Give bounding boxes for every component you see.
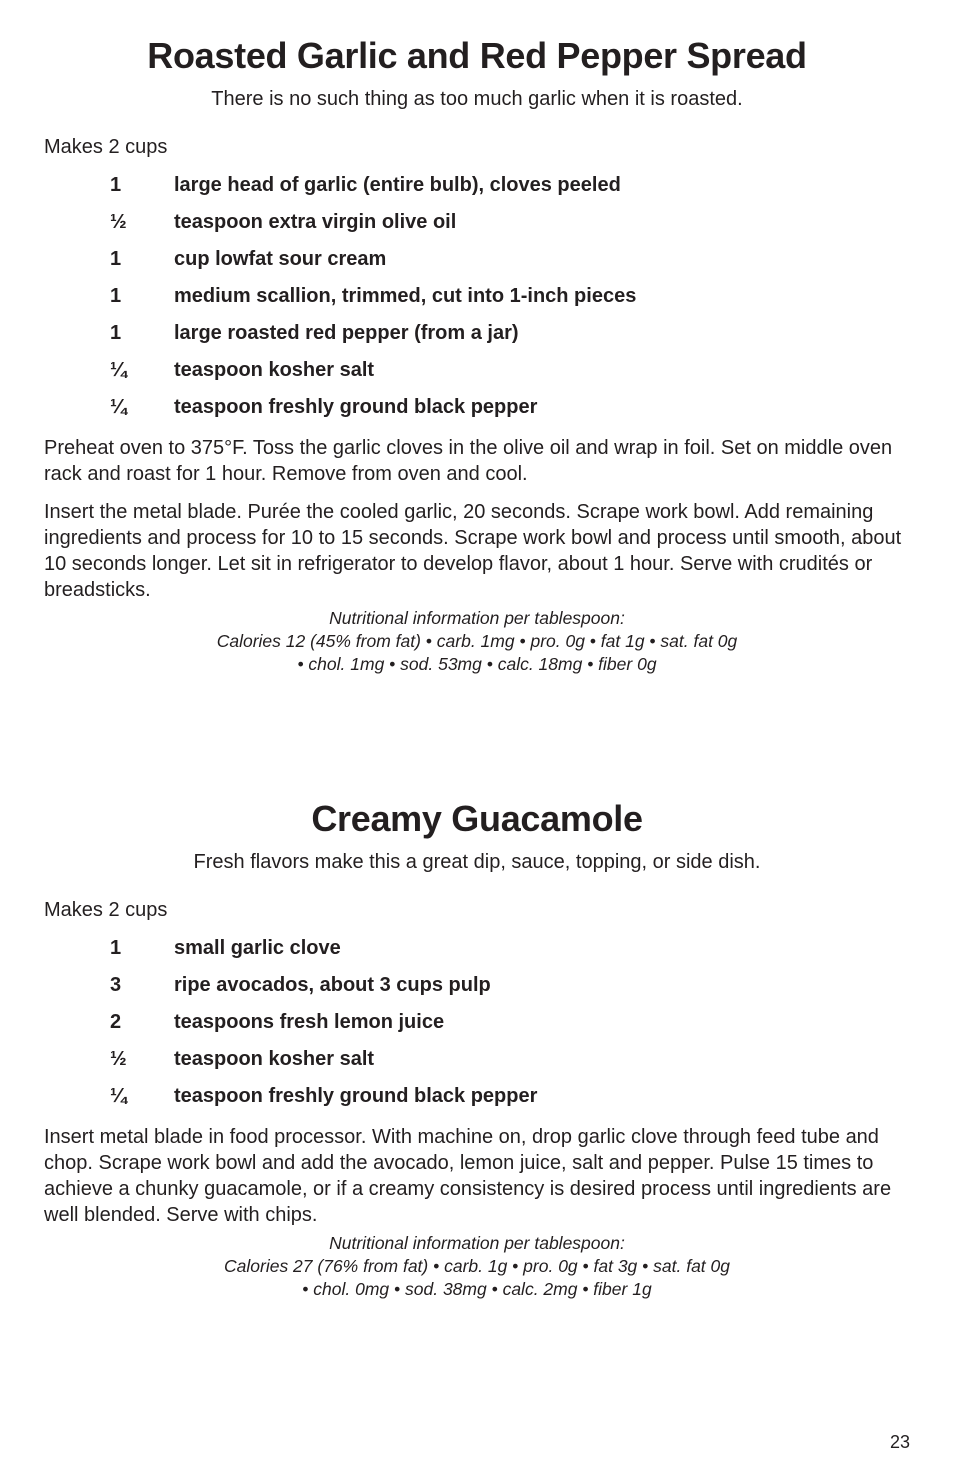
ingredient-list bbox=[44, 172, 910, 431]
ingredient-description: teaspoon freshly ground black pepper bbox=[174, 1085, 538, 1107]
recipe-title: Creamy Guacamole bbox=[311, 798, 643, 839]
ingredient-description: teaspoon kosher salt bbox=[174, 1048, 375, 1070]
ingredient-item bbox=[44, 246, 910, 283]
ingredient-quantity: 1 bbox=[110, 174, 122, 196]
ingredient-description: medium scallion, trimmed, cut into 1-inch pieces bbox=[174, 285, 637, 307]
ingredient-item bbox=[44, 1083, 910, 1120]
ingredient-item bbox=[44, 283, 910, 320]
page-number: 23 bbox=[889, 1432, 910, 1452]
recipe-roasted-garlic-spread bbox=[44, 34, 910, 676]
ingredient-description: teaspoon freshly ground black pepper bbox=[174, 396, 538, 418]
recipe-title: Roasted Garlic and Red Pepper Spread bbox=[147, 35, 807, 76]
ingredient-description: large roasted red pepper (from a jar) bbox=[174, 322, 519, 344]
recipe-subtitle: Fresh flavors make this a great dip, sauce, topping, or side dish. bbox=[193, 851, 761, 873]
nutrition-heading: Nutritional information per tablespoon: bbox=[329, 1233, 625, 1253]
nutrition-info bbox=[44, 1232, 910, 1301]
nutrition-line: • chol. 1mg • sod. 53mg • calc. 18mg • fiber 0g bbox=[297, 654, 657, 674]
ingredient-item bbox=[44, 172, 910, 209]
ingredient-list bbox=[44, 935, 910, 1120]
ingredient-item bbox=[44, 209, 910, 246]
ingredient-quantity: 1 bbox=[110, 285, 122, 307]
ingredient-description: teaspoon kosher salt bbox=[174, 359, 375, 381]
ingredient-quantity: 3 bbox=[110, 974, 122, 996]
ingredient-description: teaspoons fresh lemon juice bbox=[174, 1011, 445, 1033]
recipe-yield: Makes 2 cups bbox=[44, 136, 168, 158]
ingredient-description: ripe avocados, about 3 cups pulp bbox=[174, 974, 491, 996]
nutrition-line: Calories 12 (45% from fat) • carb. 1mg • pro. 0g • fat 1g • sat. fat 0g bbox=[216, 631, 738, 651]
ingredient-description: cup lowfat sour cream bbox=[174, 248, 387, 270]
ingredient-item bbox=[44, 935, 910, 972]
ingredient-quantity: ¼ bbox=[110, 359, 127, 381]
ingredient-item bbox=[44, 1046, 910, 1083]
ingredient-quantity: ¼ bbox=[110, 1085, 127, 1107]
ingredient-description: large head of garlic (entire bulb), cloves peeled bbox=[174, 174, 621, 196]
ingredient-quantity: 1 bbox=[110, 322, 122, 344]
ingredient-quantity: ¼ bbox=[110, 396, 127, 418]
ingredient-quantity: 1 bbox=[110, 937, 122, 959]
ingredient-description: small garlic clove bbox=[174, 937, 341, 959]
nutrition-heading: Nutritional information per tablespoon: bbox=[329, 608, 625, 628]
ingredient-item bbox=[44, 972, 910, 1009]
ingredient-quantity: 1 bbox=[110, 248, 122, 270]
ingredient-item bbox=[44, 357, 910, 394]
ingredient-quantity: ½ bbox=[110, 1048, 127, 1070]
nutrition-line: Calories 27 (76% from fat) • carb. 1g • pro. 0g • fat 3g • sat. fat 0g bbox=[224, 1256, 730, 1276]
instruction-paragraph: Insert the metal blade. Purée the cooled garlic, 20 seconds. Scrape work bowl. Add remaining ingredients and process for 10 to 15 seconds. Scrape work bowl and process until smooth, about 10 seconds longer. Let sit in refrigerator to develop flavor, about 1 hour. Serve with crudités or breadsticks. bbox=[44, 501, 902, 601]
ingredient-item bbox=[44, 1009, 910, 1046]
ingredient-quantity: 2 bbox=[110, 1011, 122, 1033]
ingredient-item bbox=[44, 320, 910, 357]
nutrition-info bbox=[44, 607, 910, 676]
ingredient-quantity: ½ bbox=[110, 211, 127, 233]
recipe-subtitle: There is no such thing as too much garlic when it is roasted. bbox=[211, 88, 743, 110]
instruction-paragraph: Preheat oven to 375°F. Toss the garlic cloves in the olive oil and wrap in foil. Set on middle oven rack and roast for 1 hour. Remove from oven and cool. bbox=[44, 437, 893, 485]
ingredient-item bbox=[44, 394, 910, 431]
nutrition-line: • chol. 0mg • sod. 38mg • calc. 2mg • fiber 1g bbox=[302, 1279, 652, 1299]
recipe-creamy-guacamole bbox=[44, 797, 910, 1301]
ingredient-description: teaspoon extra virgin olive oil bbox=[174, 211, 457, 233]
instruction-paragraph: Insert metal blade in food processor. With machine on, drop garlic clove through feed tube and chop. Scrape work bowl and add the avocado, lemon juice, salt and pepper. Pulse 15 times to achieve a chunky guacamole, or if a creamy consistency is desired process until ingredients are well blended. Serve with chips. bbox=[44, 1126, 892, 1226]
recipe-yield: Makes 2 cups bbox=[44, 899, 168, 921]
